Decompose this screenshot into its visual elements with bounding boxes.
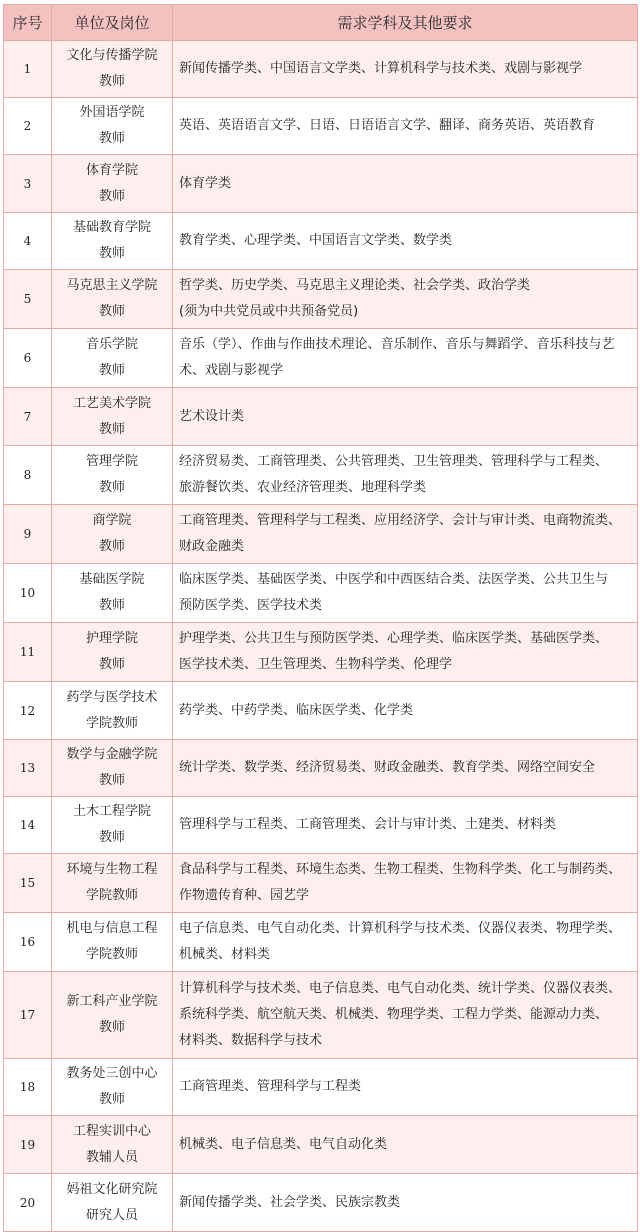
unit-cell [52, 797, 173, 854]
table-row [4, 623, 638, 682]
header-seq: 序号 [4, 5, 52, 41]
row-number: 15 [4, 854, 52, 913]
unit-line: 基础医学院 [79, 572, 145, 587]
requirements-cell [173, 797, 638, 854]
requirements-cell [173, 446, 638, 505]
unit-cell [52, 913, 173, 972]
row-number: 18 [4, 1059, 52, 1116]
requirements-cell [173, 1116, 638, 1174]
row-number: 3 [4, 155, 52, 213]
requirement-line: 旅游餐饮类、农业经济管理类、地理科学类 [179, 480, 427, 495]
unit-line: 文化与传播学院 [66, 48, 158, 63]
requirement-line: 系统科学类、航空航天类、机械类、物理学类、工程力学类、能源动力类、 [179, 1007, 609, 1022]
row-number: 19 [4, 1116, 52, 1174]
requirement-line: 电子信息类、电气自动化类、计算机科学与技术类、仪器仪表类、物理学类、 [179, 921, 622, 936]
unit-cell [52, 270, 173, 329]
unit-line: 音乐学院 [85, 337, 138, 352]
unit-line: 学院教师 [85, 888, 138, 903]
requirement-line: 工商管理类、管理科学与工程类 [179, 1079, 362, 1094]
table-row [4, 41, 638, 98]
unit-line: 马克思主义学院 [66, 278, 158, 293]
unit-line: 教师 [98, 480, 125, 495]
unit-line: 教师 [98, 74, 125, 89]
unit-line: 教师 [98, 246, 125, 261]
unit-line: 机电与信息工程 [66, 921, 158, 936]
requirement-line: 计算机科学与技术类、电子信息类、电气自动化类、统计学类、仪器仪表类、 [179, 981, 622, 996]
row-number: 13 [4, 740, 52, 797]
requirements-cell [173, 1059, 638, 1116]
requirements-cell [173, 913, 638, 972]
unit-line: 教师 [98, 598, 125, 613]
unit-cell [52, 740, 173, 797]
requirement-line: 机械类、材料类 [179, 947, 271, 962]
requirement-line: 作物遗传育种、园艺学 [179, 888, 310, 903]
row-number: 11 [4, 623, 52, 682]
unit-cell [52, 505, 173, 564]
row-number: 9 [4, 505, 52, 564]
requirement-line: 预防医学类、医学技术类 [179, 598, 323, 613]
requirement-line: 护理学类、公共卫生与预防医学类、心理学类、临床医学类、基础医学类、 [179, 631, 609, 646]
requirements-cell [173, 213, 638, 270]
row-number: 10 [4, 564, 52, 623]
table-row [4, 564, 638, 623]
row-number: 4 [4, 213, 52, 270]
unit-line: 教师 [98, 539, 125, 554]
unit-cell [52, 564, 173, 623]
requirement-line: 医学技术类、卫生管理类、生物科学类、伦理学 [179, 657, 453, 672]
row-number: 5 [4, 270, 52, 329]
row-number: 17 [4, 972, 52, 1059]
unit-cell [52, 98, 173, 155]
row-number: 7 [4, 388, 52, 446]
unit-line: 学院教师 [85, 715, 138, 731]
unit-cell [52, 155, 173, 213]
unit-line: 护理学院 [85, 631, 138, 646]
unit-line: 教师 [98, 188, 125, 204]
unit-cell [52, 446, 173, 505]
unit-line: 教师 [98, 421, 125, 437]
unit-line: 研究人员 [85, 1207, 138, 1223]
requirement-line: 经济贸易类、工商管理类、公共管理类、卫生管理类、管理科学与工程类、 [179, 454, 609, 469]
unit-line: 工程实训中心 [72, 1123, 151, 1139]
unit-line: 数学与金融学院 [66, 747, 158, 762]
unit-line: 教师 [98, 830, 125, 845]
requirements-cell [173, 41, 638, 98]
table-row [4, 1059, 638, 1116]
unit-line: 教师 [98, 657, 125, 672]
requirements-cell [173, 155, 638, 213]
table-row [4, 329, 638, 388]
requirements-cell [173, 388, 638, 446]
unit-cell [52, 41, 173, 98]
header-requirements: 需求学科及其他要求 [173, 5, 638, 41]
requirements-cell [173, 854, 638, 913]
table-body [4, 41, 638, 1232]
unit-cell [52, 329, 173, 388]
row-number: 6 [4, 329, 52, 388]
unit-line: 土木工程学院 [72, 804, 151, 819]
row-number: 2 [4, 98, 52, 155]
row-number: 20 [4, 1174, 52, 1232]
requirement-line: (须为中共党员或中共预备党员) [179, 304, 359, 319]
table-row [4, 505, 638, 564]
row-number: 8 [4, 446, 52, 505]
table-row [4, 740, 638, 797]
requirement-line: 机械类、电子信息类、电气自动化类 [179, 1136, 388, 1152]
requirements-cell [173, 329, 638, 388]
unit-line: 体育学院 [85, 162, 138, 178]
unit-cell [52, 213, 173, 270]
requirement-line: 材料类、数据科学与技术 [179, 1033, 323, 1048]
row-number: 14 [4, 797, 52, 854]
requirements-cell [173, 972, 638, 1059]
unit-line: 教师 [98, 1092, 125, 1107]
requirements-cell [173, 623, 638, 682]
row-number: 12 [4, 682, 52, 740]
table-row [4, 797, 638, 854]
unit-line: 药学与医学技术 [66, 689, 158, 705]
table-row [4, 1116, 638, 1174]
table-row [4, 913, 638, 972]
requirement-line: 工商管理类、管理科学与工程类、应用经济学、会计与审计类、电商物流类、 [179, 513, 622, 528]
unit-line: 学院教师 [85, 947, 138, 962]
table-row [4, 388, 638, 446]
table-row [4, 213, 638, 270]
unit-line: 教师 [98, 304, 125, 319]
header-row [4, 5, 638, 41]
unit-line: 外国语学院 [79, 105, 145, 120]
requirement-line: 哲学类、历史学类、马克思主义理论类、社会学类、政治学类 [179, 278, 531, 293]
requirement-line: 英语、英语语言文学、日语、日语语言文学、翻译、商务英语、英语教育 [179, 118, 596, 133]
requirement-line: 临床医学类、基础医学类、中医学和中西医结合类、法医学类、公共卫生与 [179, 572, 609, 587]
requirement-line: 艺术设计类 [179, 408, 245, 424]
table-row [4, 446, 638, 505]
table-header [4, 5, 638, 41]
unit-line: 商学院 [92, 513, 132, 528]
unit-line: 环境与生物工程 [66, 862, 158, 877]
requirement-line: 财政金融类 [179, 539, 245, 554]
requirement-line: 管理科学与工程类、工商管理类、会计与审计类、土建类、材料类 [179, 817, 557, 832]
row-number: 16 [4, 913, 52, 972]
unit-line: 工艺美术学院 [72, 395, 151, 411]
unit-line: 妈祖文化研究院 [66, 1181, 158, 1197]
requirement-line: 新闻传播学类、中国语言文学类、计算机科学与技术类、戏剧与影视学 [179, 61, 583, 76]
requirement-line: 新闻传播学类、社会学类、民族宗教类 [179, 1194, 401, 1210]
header-unit: 单位及岗位 [52, 5, 173, 41]
recruitment-table [3, 4, 638, 1232]
table-row [4, 98, 638, 155]
table-row [4, 270, 638, 329]
row-number: 1 [4, 41, 52, 98]
requirement-line: 统计学类、数学类、经济贸易类、财政金融类、教育学类、网络空间安全 [179, 760, 596, 775]
unit-cell [52, 388, 173, 446]
requirement-line: 药学类、中药学类、临床医学类、化学类 [179, 702, 414, 718]
requirements-cell [173, 270, 638, 329]
unit-line: 教师 [98, 773, 125, 788]
requirement-line: 音乐（学）、作曲与作曲技术理论、音乐制作、音乐与舞蹈学、音乐科技与艺 [179, 337, 615, 352]
requirement-line: 体育学类 [179, 175, 232, 191]
unit-line: 教师 [98, 1020, 125, 1035]
unit-cell [52, 682, 173, 740]
unit-cell [52, 623, 173, 682]
unit-line: 教师 [98, 131, 125, 146]
unit-line: 新工科产业学院 [66, 994, 158, 1009]
requirement-line: 食品科学与工程类、环境生态类、生物工程类、生物科学类、化工与制药类、 [179, 862, 622, 877]
requirements-cell [173, 505, 638, 564]
requirements-cell [173, 740, 638, 797]
requirements-cell [173, 98, 638, 155]
unit-line: 教师 [98, 363, 125, 378]
requirements-cell [173, 564, 638, 623]
table-row [4, 854, 638, 913]
unit-line: 教辅人员 [85, 1149, 138, 1165]
table-row [4, 682, 638, 740]
unit-line: 基础教育学院 [72, 220, 151, 235]
table-row [4, 972, 638, 1059]
unit-line: 教务处三创中心 [66, 1066, 158, 1081]
unit-cell [52, 1059, 173, 1116]
requirement-line: 教育学类、心理学类、中国语言文学类、数学类 [179, 233, 453, 248]
requirements-cell [173, 682, 638, 740]
unit-cell [52, 972, 173, 1059]
requirement-line: 术、戏剧与影视学 [179, 363, 284, 378]
unit-cell [52, 1116, 173, 1174]
unit-cell [52, 854, 173, 913]
table-row [4, 155, 638, 213]
unit-line: 管理学院 [85, 454, 138, 469]
